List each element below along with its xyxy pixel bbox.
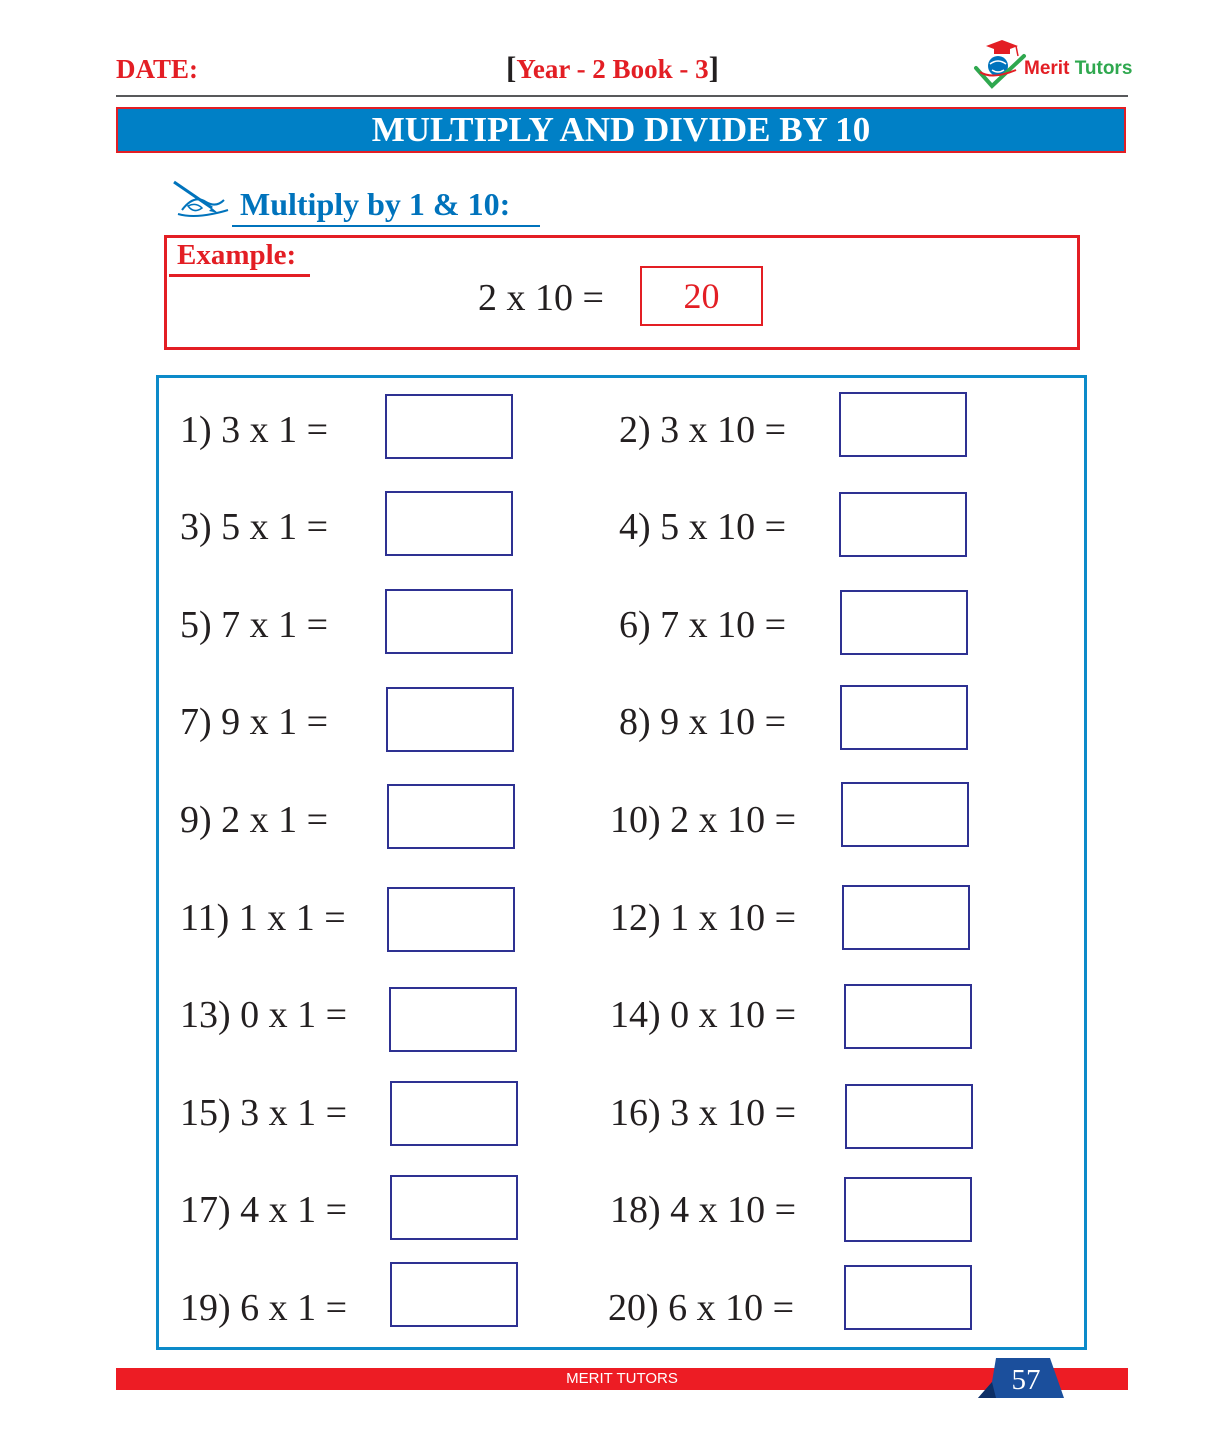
section-title: Multiply by 1 & 10: <box>240 186 511 222</box>
question-4-answer-box[interactable] <box>839 492 967 557</box>
question-11-answer-box[interactable] <box>387 887 515 952</box>
question-5-answer-box[interactable] <box>385 589 513 654</box>
example-label: Example: <box>177 239 297 271</box>
question-10-answer-box[interactable] <box>841 782 969 847</box>
question-17-answer-box[interactable] <box>390 1175 518 1240</box>
question-1-label: 1) 3 x 1 = <box>180 409 329 451</box>
date-label: DATE: <box>116 54 199 84</box>
pencil-writing-icon <box>172 180 232 220</box>
question-8-answer-box[interactable] <box>840 685 968 750</box>
question-18-answer-box[interactable] <box>844 1177 972 1242</box>
example-box <box>164 235 1080 350</box>
question-16-answer-box[interactable] <box>845 1084 973 1149</box>
logo-text-merit: Merit <box>1024 58 1070 79</box>
question-20-label: 20) 6 x 10 = <box>608 1287 795 1329</box>
book-bracket-open: [ <box>506 50 517 85</box>
question-6-answer-box[interactable] <box>840 590 968 655</box>
section-underline <box>232 225 540 227</box>
question-4-label: 4) 5 x 10 = <box>619 506 787 548</box>
page-title: MULTIPLY AND DIVIDE BY 10 <box>371 110 871 149</box>
header-divider <box>116 95 1128 97</box>
question-19-label: 19) 6 x 1 = <box>180 1287 348 1329</box>
question-11-label: 11) 1 x 1 = <box>180 897 346 939</box>
book-bracket-close: ] <box>708 50 719 85</box>
question-3-answer-box[interactable] <box>385 491 513 556</box>
question-16-label: 16) 3 x 10 = <box>610 1092 797 1134</box>
question-13-answer-box[interactable] <box>389 987 517 1052</box>
question-10-label: 10) 2 x 10 = <box>610 799 797 841</box>
question-2-answer-box[interactable] <box>839 392 967 457</box>
footer-brand: MERIT TUTORS <box>566 1370 678 1387</box>
question-12-label: 12) 1 x 10 = <box>610 897 797 939</box>
logo-text-tutors: Tutors <box>1074 58 1133 79</box>
question-1-answer-box[interactable] <box>385 394 513 459</box>
question-13-label: 13) 0 x 1 = <box>180 994 348 1036</box>
question-9-answer-box[interactable] <box>387 784 515 849</box>
question-14-answer-box[interactable] <box>844 984 972 1049</box>
example-underline <box>169 274 310 277</box>
example-answer-box: 20 <box>640 266 763 326</box>
question-19-answer-box[interactable] <box>390 1262 518 1327</box>
question-15-answer-box[interactable] <box>390 1081 518 1146</box>
page-number: 57 <box>1011 1364 1041 1396</box>
question-9-label: 9) 2 x 1 = <box>180 799 329 841</box>
question-18-label: 18) 4 x 10 = <box>610 1189 797 1231</box>
book-label <box>506 50 719 86</box>
question-17-label: 17) 4 x 1 = <box>180 1189 348 1231</box>
question-14-label: 14) 0 x 10 = <box>610 994 797 1036</box>
logo-text <box>1024 58 1132 80</box>
question-20-answer-box[interactable] <box>844 1265 972 1330</box>
question-12-answer-box[interactable] <box>842 885 970 950</box>
question-2-label: 2) 3 x 10 = <box>619 409 787 451</box>
question-7-answer-box[interactable] <box>386 687 514 752</box>
book-title: Year - 2 Book - 3 <box>516 54 709 84</box>
question-3-label: 3) 5 x 1 = <box>180 506 329 548</box>
question-7-label: 7) 9 x 1 = <box>180 701 329 743</box>
question-6-label: 6) 7 x 10 = <box>619 604 787 646</box>
question-8-label: 8) 9 x 10 = <box>619 701 787 743</box>
question-5-label: 5) 7 x 1 = <box>180 604 329 646</box>
question-15-label: 15) 3 x 1 = <box>180 1092 348 1134</box>
example-equation: 2 x 10 = <box>478 277 604 319</box>
